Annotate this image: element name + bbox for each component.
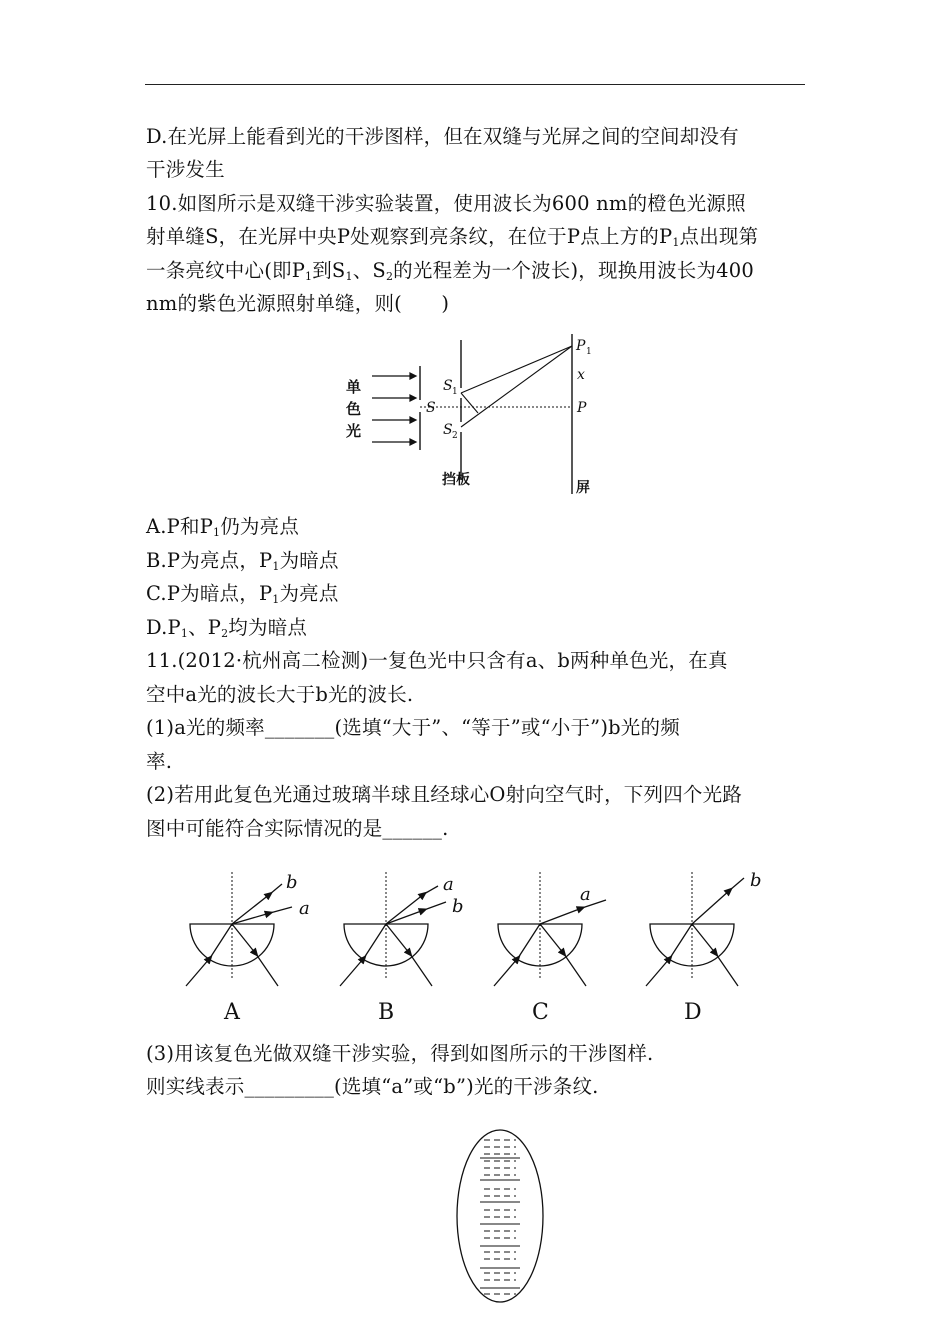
interference-pattern [452,1128,552,1306]
label-s1-sub: 1 [452,387,458,397]
light-label-2: 色 [346,400,362,418]
label-x: x [577,367,585,383]
question-11-part-1-cont: 率. [146,750,173,773]
light-label-3: 光 [346,422,362,440]
label-s2: S [443,422,453,438]
label-s1: S [443,378,453,394]
light-label-1: 单 [346,378,362,396]
panel-d-letter: D [684,1000,702,1025]
panel-a-label-2: a [299,898,310,919]
question-11-line-2: 空中a光的波长大于b光的波长. [146,683,414,706]
question-11-part-3: (3)用该复色光做双缝干涉实验，得到如图所示的干涉图样. [146,1042,654,1065]
question-11-part-2: (2)若用此复色光通过玻璃半球且经球心O射向空气时，下列四个光路 [146,783,743,806]
question-10-line-2: 射单缝S，在光屏中央P处观察到亮条纹，在位于P点上方的$P_1$点出现第 [146,225,759,249]
panel-d [646,872,744,986]
option-d-line-1: D.在光屏上能看到光的干涉图样，但在双缝与光屏之间的空间却没有 [146,125,739,148]
option-c: C.P为暗点，$P_1$为亮点 [146,582,339,606]
option-d-line-2: 干涉发生 [146,158,225,181]
label-p1-sub: 1 [586,347,592,357]
panel-a-label-1: b [286,872,298,893]
question-10-line-4: nm的紫色光源照射单缝，则( ) [146,292,450,315]
label-p1: P [576,338,586,354]
label-p: P [577,400,587,416]
question-10-line-3: 一条亮纹中心(即$P_1$到$S_1$、$S_2$的光程差为一个波长)，现换用波长为400 [146,259,754,283]
option-a: A.P和$P_1$仍为亮点 [146,515,300,539]
panel-d-label-1: b [750,870,762,891]
baffle-label: 挡板 [442,472,470,488]
question-10-line-1: 10.如图所示是双缝干涉实验装置，使用波长为600 nm的橙色光源照 [146,192,746,215]
question-11-part-2-cont: 图中可能符合实际情况的是______. [146,817,449,840]
header-rule [145,84,805,85]
double-slit-diagram [330,330,630,500]
panel-c-label-1: a [580,884,591,905]
light-path-diagrams [180,862,780,1032]
panel-b-letter: B [378,1000,395,1025]
screen-label: 屏 [576,480,590,496]
panel-b-label-1: a [443,874,454,895]
question-11-line-1: 11.(2012·杭州高二检测)一复色光中只含有a、b两种单色光，在真 [146,649,728,672]
panel-a [186,872,292,986]
panel-a-letter: A [224,1000,240,1025]
question-11-part-3-cont: 则实线表示_________(选填“a”或“b”)光的干涉条纹. [146,1075,599,1098]
option-b: B.P为亮点，$P_1$为暗点 [146,549,339,573]
label-s2-sub: 2 [452,431,458,441]
panel-b [340,872,446,986]
panel-b-label-2: b [452,896,464,917]
label-s: S [426,400,436,416]
panel-c-letter: C [532,1000,549,1025]
question-11-part-1: (1)a光的频率_______(选填“大于”、“等于”或“小于”)b光的频 [146,716,680,739]
option-d: $D.P_1$、$P_2$均为暗点 [146,616,308,640]
